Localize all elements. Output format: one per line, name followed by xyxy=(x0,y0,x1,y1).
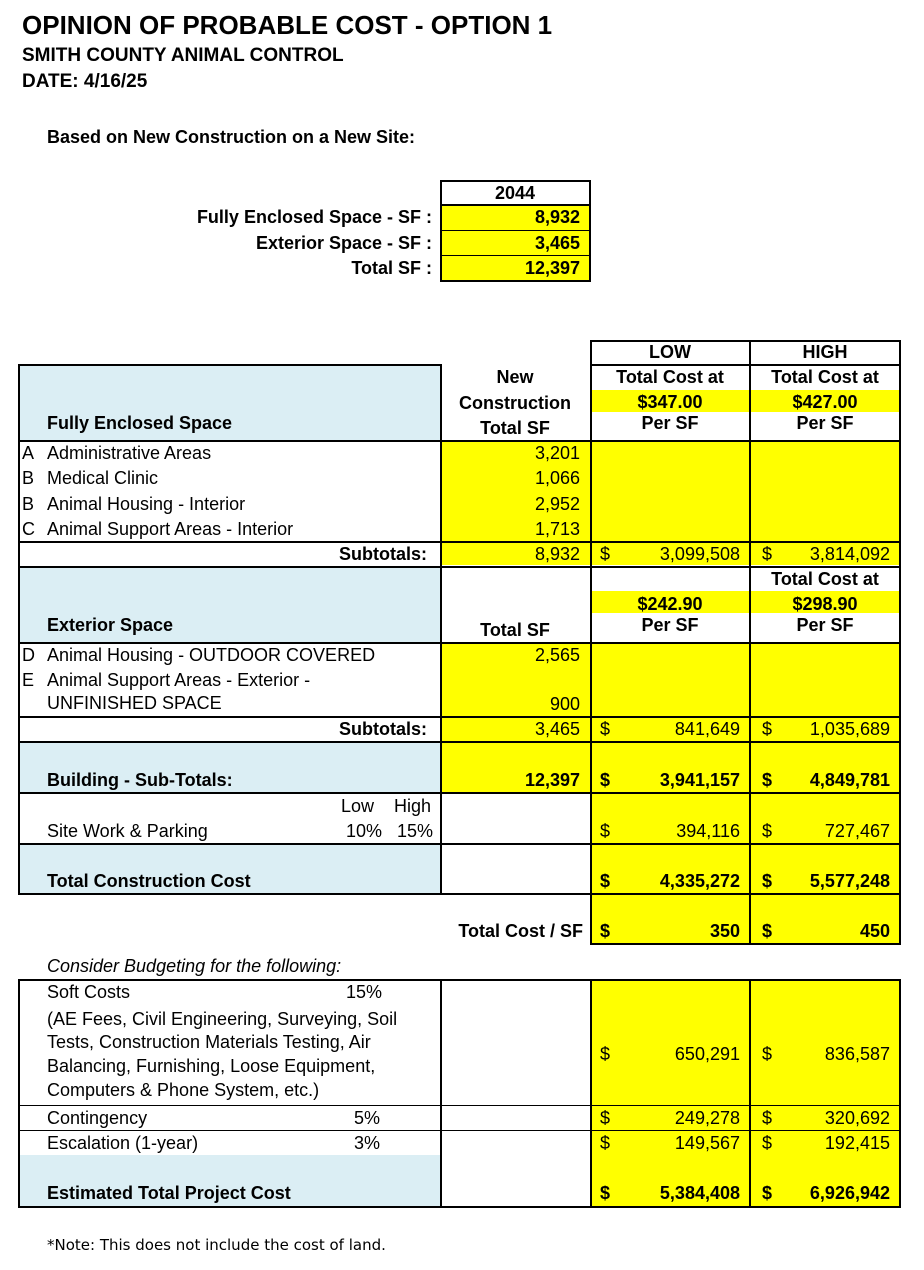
low-total-cost-at: Total Cost at xyxy=(616,367,724,387)
col-low-header: LOW xyxy=(649,342,691,362)
contingency-low: 249,278 xyxy=(674,1108,740,1128)
enclosed-heading: Fully Enclosed Space xyxy=(47,413,233,433)
building-high-dollar: $ xyxy=(762,770,773,790)
contingency-low-dollar: $ xyxy=(600,1108,611,1128)
exterior-subtotal-high-dollar: $ xyxy=(762,719,773,739)
summary-value-total: 12,397 xyxy=(524,258,580,278)
project-total-high: 6,926,942 xyxy=(809,1183,890,1203)
low-rate: $347.00 xyxy=(637,392,703,412)
escalation-pct: 3% xyxy=(354,1133,381,1153)
soft-costs-desc-2: Tests, Construction Materials Testing, Air xyxy=(47,1032,371,1052)
contingency-high-dollar: $ xyxy=(762,1108,773,1128)
project-total-low-dollar: $ xyxy=(600,1183,611,1203)
exterior-subtotal-low-dollar: $ xyxy=(600,719,611,739)
high-total-cost-at: Total Cost at xyxy=(771,367,879,387)
total-construction-label: Total Construction Cost xyxy=(47,871,251,891)
low-per-sf: Per SF xyxy=(641,413,699,433)
escalation-high-dollar: $ xyxy=(762,1133,773,1153)
row-e-label-line1: Animal Support Areas - Exterior - xyxy=(47,670,311,690)
row-c-sf: 1,713 xyxy=(534,519,580,539)
soft-costs-high: 836,587 xyxy=(824,1044,890,1064)
site-high-dollar: $ xyxy=(762,821,773,841)
row-b1-label: Medical Clinic xyxy=(47,468,159,488)
summary-label-total: Total SF : xyxy=(351,258,432,278)
ext-high-per-sf: Per SF xyxy=(796,615,854,635)
soft-costs-desc-3: Balancing, Furnishing, Loose Equipment, xyxy=(47,1056,376,1076)
site-high: 727,467 xyxy=(824,821,890,841)
row-e-code: E xyxy=(22,670,35,690)
footnote: *Note: This does not include the cost of land. xyxy=(47,1236,386,1254)
row-b1-sf: 1,066 xyxy=(534,468,580,488)
ext-total-sf-label: Total SF xyxy=(480,620,550,640)
soft-costs-high-dollar: $ xyxy=(762,1044,773,1064)
page-date: DATE: 4/16/25 xyxy=(22,71,148,92)
row-a-sf: 3,201 xyxy=(534,443,580,463)
page-subtitle: SMITH COUNTY ANIMAL CONTROL xyxy=(22,45,344,66)
basis-text: Based on New Construction on a New Site: xyxy=(47,127,416,147)
enclosed-subtotal-high: 3,814,092 xyxy=(809,544,890,564)
summary-year: 2044 xyxy=(494,183,536,203)
high-per-sf: Per SF xyxy=(796,413,854,433)
site-low-dollar: $ xyxy=(600,821,611,841)
row-e-sf: 900 xyxy=(549,694,580,714)
ext-low-rate: $242.90 xyxy=(637,594,703,614)
row-d-sf: 2,565 xyxy=(534,645,580,665)
col-high-header: HIGH xyxy=(802,342,848,362)
col-new-label: New xyxy=(496,367,534,387)
site-high-header: High xyxy=(394,796,432,816)
summary-value-exterior: 3,465 xyxy=(534,233,580,253)
row-b2-code: B xyxy=(22,494,35,514)
row-b1-code: B xyxy=(22,468,35,488)
building-high: 4,849,781 xyxy=(809,770,890,790)
building-subtotal-sf: 12,397 xyxy=(524,770,580,790)
escalation-low: 149,567 xyxy=(674,1133,740,1153)
soft-costs-desc-4: Computers & Phone System, etc.) xyxy=(47,1080,320,1100)
ext-low-per-sf: Per SF xyxy=(641,615,699,635)
summary-value-enclosed: 8,932 xyxy=(534,207,580,227)
contingency-high: 320,692 xyxy=(824,1108,890,1128)
cost-per-sf-high-dollar: $ xyxy=(762,921,773,941)
soft-costs-low-dollar: $ xyxy=(600,1044,611,1064)
soft-costs-pct: 15% xyxy=(346,982,383,1002)
col-construction-label: Construction xyxy=(459,393,571,413)
site-low: 394,116 xyxy=(676,821,740,841)
high-rate: $427.00 xyxy=(792,392,858,412)
enclosed-subtotal-low-dollar: $ xyxy=(600,544,611,564)
escalation-label: Escalation (1-year) xyxy=(47,1133,199,1153)
building-low-dollar: $ xyxy=(600,770,611,790)
escalation-high: 192,415 xyxy=(824,1133,890,1153)
page-title: OPINION OF PROBABLE COST - OPTION 1 xyxy=(22,10,553,40)
site-low-header: Low xyxy=(341,796,375,816)
ext-total-cost-at: Total Cost at xyxy=(771,569,879,589)
enclosed-subtotal-high-dollar: $ xyxy=(762,544,773,564)
building-subtotal-label: Building - Sub-Totals: xyxy=(47,770,233,790)
row-d-label: Animal Housing - OUTDOOR COVERED xyxy=(47,645,376,665)
site-work-label: Site Work & Parking xyxy=(47,821,208,841)
row-e-label-line2: UNFINISHED SPACE xyxy=(47,693,222,713)
cost-per-sf-low-dollar: $ xyxy=(600,921,611,941)
col-total-sf-label: Total SF xyxy=(480,418,550,438)
enclosed-subtotal-label: Subtotals: xyxy=(339,544,427,564)
cost-per-sf-label: Total Cost / SF xyxy=(458,921,583,941)
cost-per-sf-high: 450 xyxy=(859,921,890,941)
cost-per-sf-low: 350 xyxy=(709,921,740,941)
exterior-heading: Exterior Space xyxy=(47,615,174,635)
total-construction-high-dollar: $ xyxy=(762,871,773,891)
exterior-subtotal-label: Subtotals: xyxy=(339,719,427,739)
enclosed-subtotal-low: 3,099,508 xyxy=(659,544,740,564)
total-construction-high: 5,577,248 xyxy=(809,871,890,891)
escalation-low-dollar: $ xyxy=(600,1133,611,1153)
consider-budgeting-text: Consider Budgeting for the following: xyxy=(47,956,342,976)
total-construction-low-dollar: $ xyxy=(600,871,611,891)
soft-costs-label: Soft Costs xyxy=(47,982,131,1002)
contingency-label: Contingency xyxy=(47,1108,148,1128)
summary-label-exterior: Exterior Space - SF : xyxy=(255,233,432,253)
row-a-code: A xyxy=(22,443,35,463)
summary-label-enclosed: Fully Enclosed Space - SF : xyxy=(196,207,432,227)
exterior-subtotal-high: 1,035,689 xyxy=(809,719,890,739)
site-low-pct: 10% xyxy=(346,821,383,841)
row-b2-label: Animal Housing - Interior xyxy=(47,494,246,514)
enclosed-subtotal-sf: 8,932 xyxy=(534,544,580,564)
total-construction-low: 4,335,272 xyxy=(659,871,740,891)
soft-costs-desc-1: (AE Fees, Civil Engineering, Surveying, Soil xyxy=(47,1009,398,1029)
project-total-low: 5,384,408 xyxy=(659,1183,740,1203)
row-d-code: D xyxy=(22,645,35,665)
exterior-subtotal-sf: 3,465 xyxy=(534,719,580,739)
row-c-code: C xyxy=(22,519,35,539)
contingency-pct: 5% xyxy=(354,1108,381,1128)
soft-costs-low: 650,291 xyxy=(674,1044,740,1064)
row-b2-sf: 2,952 xyxy=(534,494,580,514)
exterior-subtotal-low: 841,649 xyxy=(674,719,740,739)
row-a-label: Administrative Areas xyxy=(47,443,212,463)
building-low: 3,941,157 xyxy=(659,770,740,790)
project-total-high-dollar: $ xyxy=(762,1183,773,1203)
site-high-pct: 15% xyxy=(397,821,434,841)
project-total-label: Estimated Total Project Cost xyxy=(47,1183,291,1203)
row-c-label: Animal Support Areas - Interior xyxy=(47,519,294,539)
ext-high-rate: $298.90 xyxy=(792,594,858,614)
